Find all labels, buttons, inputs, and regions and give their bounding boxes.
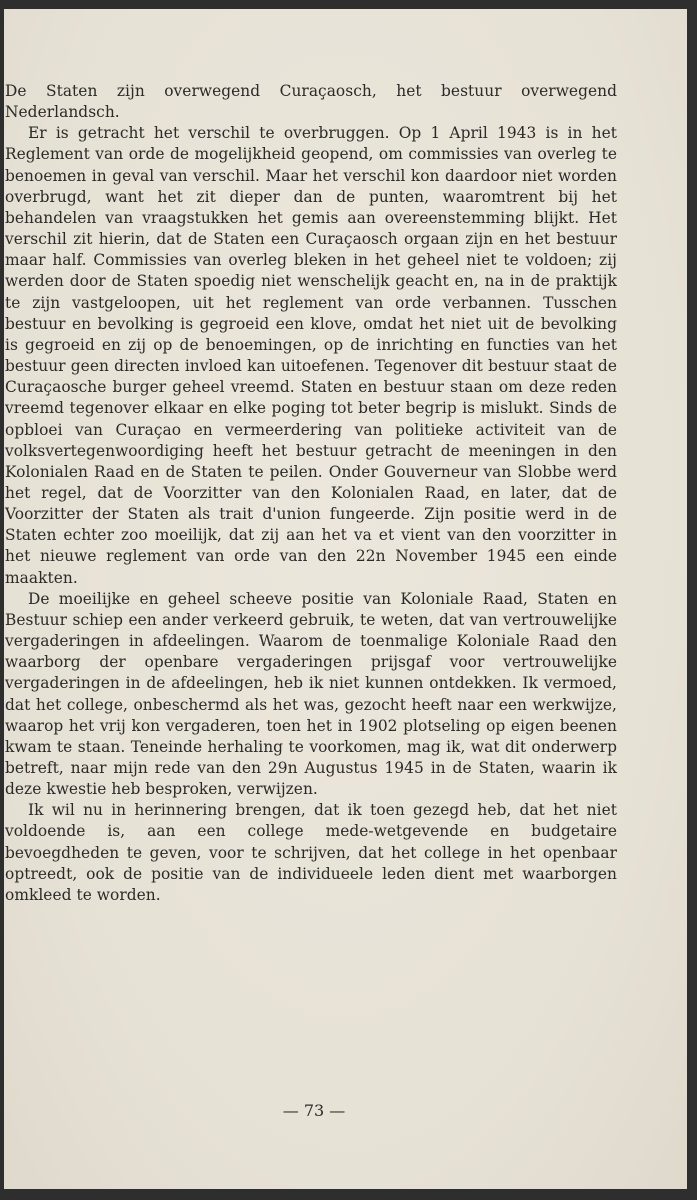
body-text [4,81,687,906]
page-number: — 73 — [282,1101,346,1120]
paragraph-1: De Staten zijn overwegend Curaçaosch, het bestuur overwegend Nederlandsch. [5,82,617,122]
paragraph-3: De moeilijke en geheel scheeve positie van Koloniale Raad, Staten en Bestuur schiep een ander verkeerd gebruik, te weten, dat van vertrouwelijke vergaderingen in afdeelingen. Waarom de toenmalige Koloniale Raad den waarborg der openbare vergaderingen prijsgaf voor vertrouwelijke vergaderingen in de afdeelingen, heb ik niet kunnen ontdekken. Ik vermoed, dat het college, onbeschermd als het was, gezocht heeft naar een werkwijze, waarop het vrij kon vergaderen, toen het in 1902 plotseling op eigen beenen kwam te staan. Teneinde herhaling te voorkomen, mag ik, wat dit onderwerp betreft, naar mijn rede van den 29n Augustus 1945 in de Staten, waarin ik deze kwestie heb besproken, verwijzen. [5,589,617,799]
document-page [4,9,687,1189]
paragraph-2: Er is getracht het verschil te overbruggen. Op 1 April 1943 is in het Reglement van orde de mogelijkheid geopend, om commissies van overleg te benoemen in geval van verschil. Maar het verschil kon daardoor niet worden overbrugd, want het zit dieper dan de punten, waaromtrent bij het behandelen van vraagstukken het gemis aan overeenstemming blijkt. Het verschil zit hierin, dat de Staten een Curaçaosch orgaan zijn en het bestuur maar half. Commissies van overleg bleken in het geheel niet te voldoen; zij werden door de Staten spoedig niet wenschelijk geacht en, na in de praktijk te zijn vastgeloopen, uit het reglement van orde verbannen. Tusschen bestuur en bevolking is gegroeid een klove, omdat het niet uit de bevolking is gegroeid en zij op de benoemingen, op de inrichting en functies van het bestuur geen directen invloed kan uitoefenen. Tegenover dit bestuur staat de Curaçaosche burger geheel vreemd. Staten en bestuur staan om deze reden vreemd tegenover elkaar en elke poging tot beter begrip is mislukt. Sinds de opbloei van Curaçao en vermeerdering van politieke activiteit van de volksvertegenwoordiging heeft het bestuur getracht de meeningen in den Kolonialen Raad en de Staten te peilen. Onder Gouverneur van Slobbe werd het regel, dat de Voorzitter van den Kolonialen Raad, en later, dat de Voorzitter der Staten als trait d'union fungeerde. Zijn positie werd in de Staten echter zoo moeilijk, dat zij aan het va et vient van den voorzitter in het nieuwe reglement van orde van den 22n November 1945 een einde maakten. [5,124,617,587]
paragraph-4: Ik wil nu in herinnering brengen, dat ik toen gezegd heb, dat het niet voldoende is, aan een college mede-wetgevende en budgetaire bevoegdheden te geven, voor te schrijven, dat het college in het openbaar optreedt, ook de positie van de individueele leden dient met waarborgen omkleed te worden. [5,801,617,904]
